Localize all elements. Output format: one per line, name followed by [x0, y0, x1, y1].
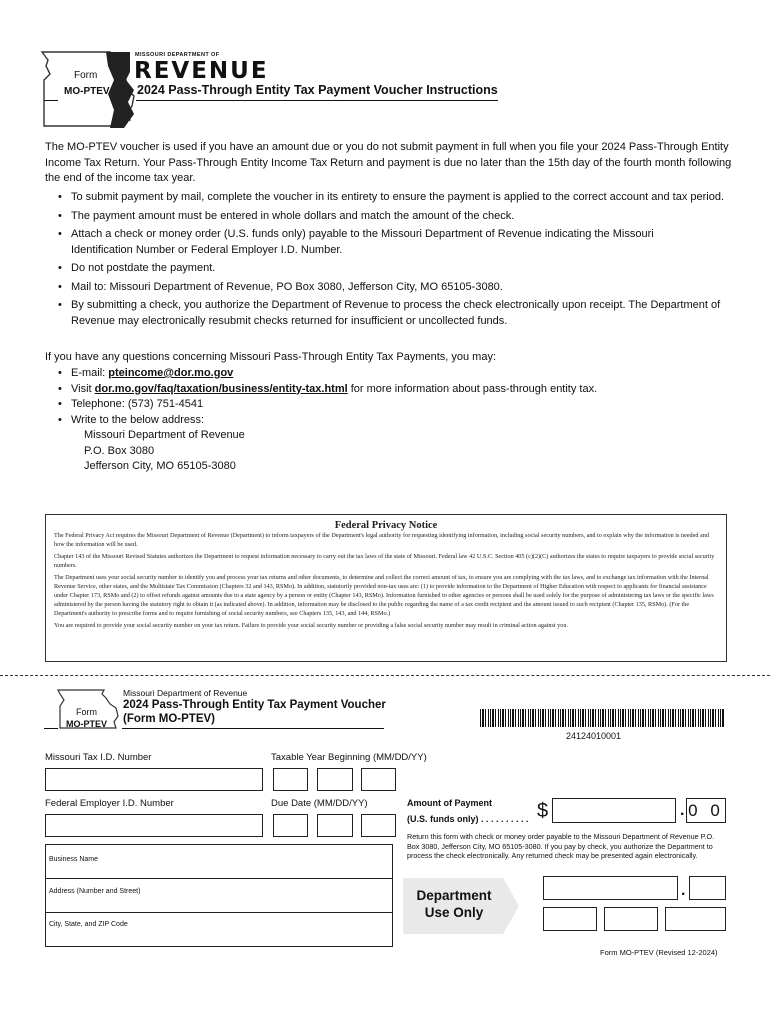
- amount-dollars-input[interactable]: [552, 798, 676, 823]
- taxable-year-label: Taxable Year Beginning (MM/DD/YY): [271, 752, 427, 763]
- due-date-year-input[interactable]: [361, 814, 396, 837]
- cut-line: [0, 675, 770, 676]
- tax-id-input[interactable]: [45, 768, 263, 791]
- voucher-title-rule: [122, 728, 384, 729]
- form-id: MO-PTEV: [64, 86, 110, 97]
- department-use-label: [403, 887, 505, 921]
- privacy-title: Federal Privacy Notice: [334, 520, 438, 531]
- business-name-label: Business Name: [49, 856, 99, 863]
- taxable-year-year-input[interactable]: [361, 768, 396, 791]
- fein-input[interactable]: [45, 814, 263, 837]
- email-item: [45, 366, 735, 382]
- page-title: 2024 Pass-Through Entity Tax Payment Voucher Instructions: [137, 83, 498, 97]
- voucher-form-id: MO-PTEV: [66, 719, 108, 729]
- privacy-paragraph: The Department uses your social security number to identify you and process your tax returns and other documents, to determine and collect the correct amount of tax, to ensure you are complying with the tax laws, and to exchange tax information with the Internal Revenue Service, other states, and the Multistate Tax Commission (Chapters 32 and 143, RSMo). In addition, statutorily provided non-tax uses are: (1) to provide information to the Department of Higher Education with respect to applicants for financial assistance under Chapter 173, RSMo and (2) to offset refunds against amounts due to a state agency by a person or entity (Chapter 143, RSMo). Information furnished to other agencies or persons shall be used solely for the purpose of administering tax laws or the specific laws administered by the person having the statutory right to obtain it (as indicated above). In addition, information may be disclosed to the public regarding the name of a tax credit recipient and the amount issued to such recipient (Chapter 135, RSMo). (For the Department's authority to prescribe forms and to require furnishing of social security numbers, see Chapters 135, 143, and 144, RSMo.): [54, 574, 714, 617]
- visit-item: [45, 382, 735, 398]
- instruction-list: [45, 190, 735, 329]
- department-use-amount-box: [543, 876, 678, 900]
- amount-decimal-point: .: [680, 802, 685, 819]
- privacy-paragraph: The Federal Privacy Act requires the Missouri Department of Revenue (Department) to inform taxpayers of the Department's legal authority for requesting identifying information, including social security numbers, and to explain why the information is needed and how the information will be used.: [54, 532, 709, 548]
- header-rule: [44, 100, 58, 101]
- dollar-sign: $: [537, 800, 549, 822]
- title-underline: [136, 100, 498, 101]
- voucher-subtitle: (Form MO-PTEV): [123, 713, 215, 725]
- department-use-line1: Department: [416, 888, 492, 903]
- amount-cents-value: 0 0: [688, 800, 724, 820]
- list-item: • By submitting a check, you authorize the Department of Revenue to process the check electronically upon receipt. The Department of Revenue may electronically resubmit checks returned for insufficient or uncollected funds.: [45, 298, 721, 329]
- form-label: Form: [74, 70, 98, 81]
- federal-privacy-notice: [45, 514, 727, 662]
- agency-revenue-logo: REVENUE: [134, 58, 269, 84]
- voucher-header-rule: [44, 728, 58, 729]
- department-use-cents-box: [689, 876, 726, 900]
- department-use-box-3: [665, 907, 726, 931]
- email-prefix: E-mail:: [71, 367, 109, 379]
- list-item: • Attach a check or money order (U.S. funds only) payable to the Missouri Department of Revenue indicating the Missouri Identification Number or Federal Employer I.D. Number.: [45, 227, 701, 258]
- intro-paragraph: The MO-PTEV voucher is used if you have an amount due or you do not submit payment in full when you file your 2024 Pass-Through Entity Income Tax Return. Your Pass-Through Entity Income Tax Return and payment is due no later than the 15th day of the fourth month following the end of the income tax year.: [45, 141, 732, 184]
- agency-small-text: MISSOURI DEPARTMENT OF: [135, 52, 220, 58]
- tax-id-label: Missouri Tax I.D. Number: [45, 752, 152, 763]
- email-link[interactable]: pteincome@dor.mo.gov: [108, 367, 234, 379]
- city-state-zip-label: City, State, and ZIP Code: [49, 921, 128, 928]
- list-item: • Do not postdate the payment.: [45, 261, 735, 277]
- contact-list: [45, 366, 735, 428]
- department-use-decimal: .: [681, 882, 686, 899]
- city-state-zip-input[interactable]: [45, 912, 393, 947]
- funds-label: (U.S. funds only) . . . . . . . . . .: [407, 814, 529, 824]
- due-date-label: Due Date (MM/DD/YY): [271, 798, 368, 809]
- list-item: • Mail to: Missouri Department of Revenue, PO Box 3080, Jefferson City, MO 65105-3080.: [45, 280, 735, 296]
- questions-lead: If you have any questions concerning Missouri Pass-Through Entity Tax Payments, you may:: [45, 351, 497, 363]
- list-item: • The payment amount must be entered in whole dollars and match the amount of the check.: [45, 209, 735, 225]
- visit-prefix: Visit: [71, 382, 95, 395]
- barcode-number: 24124010001: [566, 731, 622, 741]
- address-input[interactable]: [45, 878, 393, 913]
- address-line: P.O. Box 3080: [84, 444, 155, 457]
- voucher-title: 2024 Pass-Through Entity Tax Payment Voucher: [123, 699, 386, 711]
- privacy-paragraph: You are required to provide your social security number on your tax return. Failure to provide your social security number or providing a false social security number may result in criminal action against you.: [54, 622, 568, 629]
- amount-cents-box: [686, 798, 726, 823]
- revision-text: Form MO-PTEV (Revised 12-2024): [600, 948, 718, 957]
- privacy-paragraph: Chapter 143 of the Missouri Revised Statutes authorizes the Department to request information necessary to carry out the tax laws of the state of Missouri. Federal law 42 U.S.C. Section 405 (c)(2)(C) authorizes the states to require taxpayers to provide social security numbers.: [54, 553, 715, 569]
- department-use-box-2: [604, 907, 658, 931]
- address-line: Missouri Department of Revenue: [84, 429, 245, 441]
- business-name-input[interactable]: [45, 844, 393, 879]
- due-date-month-input[interactable]: [273, 814, 308, 837]
- fein-label: Federal Employer I.D. Number: [45, 798, 174, 809]
- write-item: • Write to the below address:: [45, 413, 735, 429]
- website-link[interactable]: dor.mo.gov/faq/taxation/business/entity-tax.html: [94, 382, 348, 395]
- taxable-year-month-input[interactable]: [273, 768, 308, 791]
- visit-suffix: for more information about pass-through entity tax.: [347, 382, 598, 395]
- department-use-box-1: [543, 907, 597, 931]
- due-date-day-input[interactable]: [317, 814, 353, 837]
- voucher-agency: Missouri Department of Revenue: [123, 688, 248, 698]
- list-item: • To submit payment by mail, complete the voucher in its entirety to ensure the payment is applied to the correct account and tax period.: [45, 190, 735, 206]
- amount-label: Amount of Payment: [407, 798, 493, 808]
- department-use-line2: Use Only: [424, 905, 484, 920]
- mailing-address: [84, 428, 245, 475]
- return-instructions: Return this form with check or money order payable to the Missouri Department of Revenue P.O. Box 3080, Jefferson City, MO 65105-3080. If you pay by check, you authorize the Department to process the check electronically. Any returned check may be presented again electronically.: [407, 832, 715, 860]
- barcode: [480, 709, 725, 727]
- telephone-item: • Telephone: (573) 751-4541: [45, 397, 735, 413]
- voucher-form-label: Form: [76, 707, 97, 717]
- address-label: Address (Number and Street): [49, 888, 141, 895]
- taxable-year-day-input[interactable]: [317, 768, 353, 791]
- address-line: Jefferson City, MO 65105-3080: [84, 460, 236, 472]
